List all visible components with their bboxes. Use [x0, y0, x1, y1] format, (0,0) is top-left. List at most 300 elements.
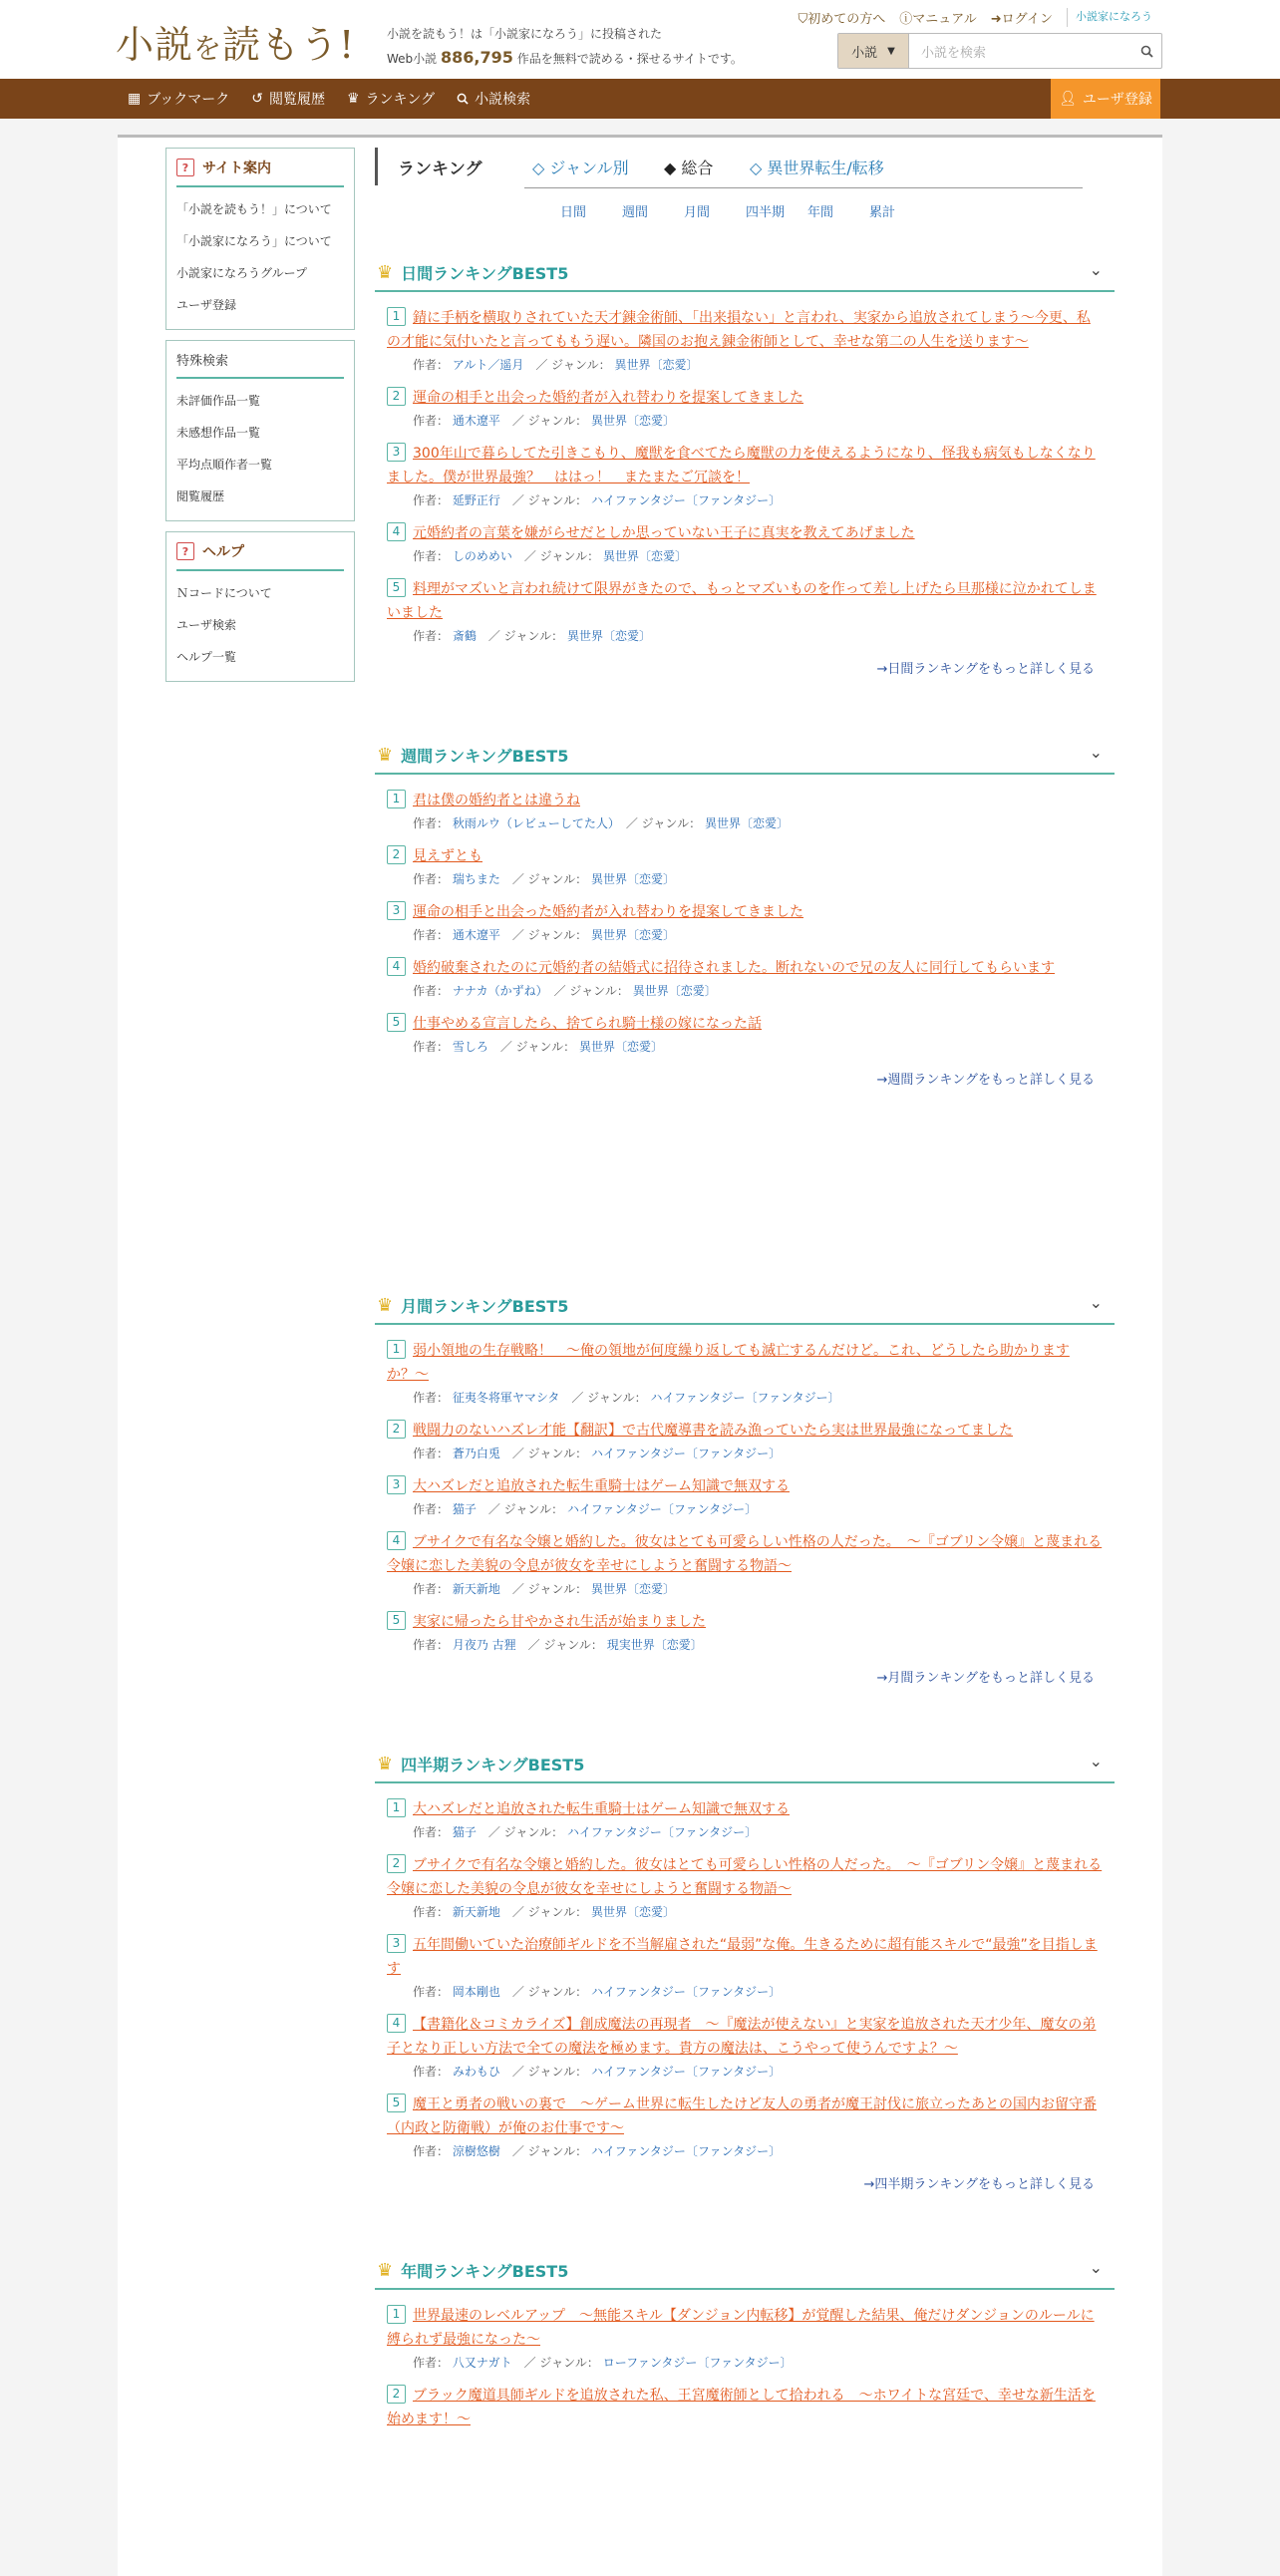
ranking-section	[375, 1287, 1115, 1686]
rank-badge: 1	[387, 1340, 406, 1359]
site-guide-box	[165, 148, 355, 330]
ranking-entry	[387, 789, 1103, 831]
tab-genre[interactable]: ◇ ジャンル別	[532, 158, 629, 177]
ranking-entry	[387, 521, 1103, 564]
ranking-entry	[387, 306, 1103, 373]
genre-prefix: ／ ジャンル：	[476, 1825, 567, 1839]
ranking-entry	[387, 386, 1103, 429]
manual-link-label: マニュアル	[912, 12, 977, 27]
author-link[interactable]: 涼樹悠樹	[452, 2144, 500, 2158]
author-prefix: 作者：	[413, 928, 453, 942]
genre-link[interactable]: 異世界〔恋愛〕	[590, 1582, 675, 1596]
user-icon: 👤︎	[1059, 91, 1077, 107]
period-monthly[interactable]: 月間	[684, 205, 711, 220]
genre-prefix: ／ ジャンル：	[476, 629, 567, 643]
rank-badge: 4	[387, 957, 406, 976]
rank-badge: 3	[387, 443, 406, 462]
genre-prefix: ／ ジャンル：	[499, 1447, 591, 1460]
entry-meta	[413, 627, 1103, 644]
entry-meta	[413, 870, 1103, 887]
search-type-select[interactable]	[838, 34, 909, 68]
author-prefix: 作者：	[413, 2065, 453, 2079]
nav-ranking-label: ランキング	[365, 92, 436, 108]
ranking-heading: ランキング	[375, 148, 482, 185]
entry-title-row	[387, 844, 1103, 868]
novel-title-link[interactable]: ブサイクで有名な令嬢と婚約した。彼女はとても可愛らしい性格の人だった。 〜『ゴブリン令嬢』と蔑まれる令嬢に恋した美貌の令息が彼女を幸せにしようと奮闘する物語〜	[387, 1534, 1103, 1574]
entry-title-row	[387, 1933, 1103, 1981]
genre-prefix: ／ ジャンル：	[511, 2356, 603, 2370]
entry-title-row	[387, 900, 1103, 924]
tagline-line2	[387, 46, 743, 71]
nav-bookmark[interactable]	[128, 89, 229, 109]
genre-link[interactable]: ハイファンタジー〔ファンタジー〕	[650, 1391, 840, 1405]
section-title: 四半期ランキングBEST5	[401, 1755, 585, 1774]
author-prefix: 作者：	[413, 1447, 453, 1460]
nav-ranking[interactable]	[347, 89, 435, 109]
genre-prefix: ／ ジャンル：	[499, 1582, 591, 1596]
author-link[interactable]: 猫子	[452, 1825, 477, 1839]
nav-history-label: 閲覧履歴	[269, 92, 325, 108]
novel-title-link[interactable]: ブラック魔道具師ギルドを追放された私、王宮魔術師として拾われる 〜ホワイトな宮廷で、幸せな新生活を始めます！〜	[387, 2388, 1096, 2427]
section-header	[375, 737, 1115, 775]
author-prefix: 作者：	[413, 2356, 453, 2370]
author-link[interactable]: しのめめい	[452, 549, 512, 563]
author-link[interactable]: みわもひ	[452, 2065, 500, 2079]
rank-badge: 2	[387, 387, 406, 406]
site-tagline	[387, 22, 743, 71]
author-prefix: 作者：	[413, 549, 453, 563]
rank-badge: 1	[387, 790, 406, 808]
genre-prefix: ／ ジャンル：	[499, 2065, 591, 2079]
help-title	[176, 538, 344, 571]
novel-title-link[interactable]: 料理がマズいと言われ続けて限界がきたので、もっとマズいものを作って差し上げたら旦那様に泣かれてしまいました	[387, 581, 1097, 621]
author-prefix: 作者：	[413, 1985, 453, 1999]
entry-title-row	[387, 1610, 1103, 1634]
author-link[interactable]: 瑞ちまた	[452, 872, 500, 886]
entry-title-row	[387, 2384, 1103, 2431]
site-logo[interactable]	[116, 14, 355, 69]
entry-meta	[413, 982, 1103, 999]
author-link[interactable]: 延野正行	[452, 493, 500, 507]
main-content	[375, 148, 1115, 2444]
rank-badge: 5	[387, 2093, 406, 2112]
novel-title-link[interactable]: 元婚約者の言葉を嫌がらせだとしか思っていない王子に真実を教えてあげました	[413, 525, 915, 541]
author-prefix: 作者：	[413, 1391, 453, 1405]
genre-prefix: ／ ジャンル：	[515, 1638, 607, 1652]
genre-link[interactable]: 異世界〔恋愛〕	[602, 549, 687, 563]
genre-prefix: ／ ジャンル：	[499, 872, 591, 886]
ranking-list	[375, 775, 1115, 1055]
ranking-entry	[387, 1610, 1103, 1653]
genre-link[interactable]: ハイファンタジー〔ファンタジー〕	[590, 2065, 782, 2079]
search-button[interactable]	[1131, 34, 1161, 68]
site-header	[0, 0, 1280, 79]
author-prefix: 作者：	[413, 414, 453, 428]
login-link[interactable]: ➜ログイン	[990, 12, 1053, 27]
rank-badge: 4	[387, 2014, 406, 2033]
entry-title-row	[387, 1853, 1103, 1901]
logo-text-3: 読もう!	[222, 23, 356, 67]
entry-title-row	[387, 306, 1103, 354]
novel-title-link[interactable]: ブサイクで有名な令嬢と婚約した。彼女はとても可愛らしい性格の人だった。 〜『ゴブリン令嬢』と蔑まれる令嬢に恋した美貌の令息が彼女を幸せにしようと奮闘する物語〜	[387, 1857, 1103, 1897]
entry-title-row	[387, 442, 1103, 489]
special-search-title: 特殊検索	[176, 347, 344, 379]
tab-isekai[interactable]: ◇ 異世界転生/転移	[750, 158, 884, 177]
ranking-entry	[387, 1933, 1103, 2000]
genre-prefix: ／ ジャンル：	[559, 1391, 651, 1405]
novel-title-link[interactable]: 運命の相手と出会った婚約者が入れ替わりを提案してきました	[413, 390, 803, 406]
entry-meta	[413, 1580, 1103, 1597]
ranking-entry	[387, 844, 1103, 887]
entry-meta	[413, 1445, 1103, 1461]
ranking-entry	[387, 1530, 1103, 1597]
author-link[interactable]: ナナカ（かずね）	[452, 984, 542, 998]
author-link[interactable]: 八又ナガト	[452, 2356, 512, 2370]
genre-prefix: ／ ジャンル：	[499, 1905, 591, 1919]
bookmark-icon: ▦	[128, 91, 142, 107]
novel-title-link[interactable]: 錆に手柄を横取りされていた天才錬金術師、「出来損ない」と言われ、実家から追放されてしまう〜今更、私の才能に気付いたと言ってももう遅い。隣国のお抱え錬金術師として、幸せな第二の人生を送ります〜	[387, 310, 1091, 350]
beginner-link[interactable]: ⛉初めての方へ	[798, 12, 886, 27]
entry-title-row	[387, 577, 1103, 625]
tab-overall[interactable]: ◆ 総合	[664, 158, 714, 177]
genre-link[interactable]: ハイファンタジー〔ファンタジー〕	[590, 1985, 782, 1999]
rank-badge: 3	[387, 901, 406, 920]
section-header	[375, 254, 1115, 292]
rank-badge: 3	[387, 1934, 406, 1953]
chevron-down-icon[interactable]: ⌄	[1089, 1293, 1103, 1312]
crown-icon: ♛	[377, 1753, 394, 1774]
period-yearly[interactable]: 年間	[807, 205, 834, 220]
content-container	[118, 135, 1162, 2576]
genre-prefix: ／ ジャンル：	[499, 493, 591, 507]
logo-text-2: を	[193, 32, 223, 65]
ranking-entry	[387, 956, 1103, 999]
entry-title-row	[387, 2013, 1103, 2061]
crown-icon: ♛	[377, 261, 394, 283]
more-ranking-link[interactable]: →日間ランキングをもっと詳しく見る	[876, 662, 1095, 677]
genre-prefix: ／ ジャンル：	[523, 358, 615, 372]
entry-meta	[413, 1903, 1103, 1920]
genre-link[interactable]: 異世界〔恋愛〕	[632, 984, 717, 998]
ranking-entry	[387, 577, 1103, 644]
genre-link[interactable]: 異世界〔恋愛〕	[578, 1040, 663, 1054]
genre-prefix: ／ ジャンル：	[499, 1985, 591, 1999]
register-button[interactable]	[1051, 79, 1160, 119]
period-daily[interactable]: 日間	[560, 205, 587, 220]
sidebar-item-about-narou[interactable]: 「小説家になろう」について	[176, 234, 332, 248]
genre-link[interactable]: ハイファンタジー〔ファンタジー〕	[566, 1825, 758, 1839]
search-bar	[837, 33, 1162, 69]
rank-badge: 2	[387, 2385, 406, 2404]
genre-link[interactable]: ハイファンタジー〔ファンタジー〕	[566, 1502, 758, 1516]
novel-title-link[interactable]: 見えずとも	[413, 848, 482, 864]
author-prefix: 作者：	[413, 493, 453, 507]
entry-meta	[413, 412, 1103, 429]
entry-meta	[413, 1983, 1103, 2000]
entry-meta	[413, 2142, 1103, 2159]
beginner-link-label: 初めての方へ	[807, 12, 886, 27]
novel-title-link[interactable]: 大ハズレだと追放された転生重騎士はゲーム知識で無双する	[413, 1478, 790, 1494]
search-icon	[457, 93, 469, 105]
novel-title-link[interactable]: 【書籍化＆コミカライズ】創成魔法の再現者 〜『魔法が使えない』と実家を追放された天才少年、魔女の弟子となり正しい方法で全ての魔法を極めます。貴方の魔法は、こうやって使うんですよ？〜	[387, 2017, 1097, 2057]
novel-title-link[interactable]: 運命の相手と出会った婚約者が入れ替わりを提案してきました	[413, 904, 803, 920]
more-ranking-link[interactable]: →四半期ランキングをもっと詳しく見る	[863, 2177, 1095, 2192]
entry-title-row	[387, 1012, 1103, 1036]
search-type-value: 小説	[851, 45, 878, 61]
search-input[interactable]: 小説を検索	[921, 45, 987, 61]
site-guide-title	[176, 155, 344, 187]
nav-search[interactable]	[457, 89, 530, 109]
tagline-line1: 小説を読もう！は「小説家になろう」に投稿された	[387, 27, 663, 41]
rank-badge: 4	[387, 1531, 406, 1550]
period-links	[560, 201, 1115, 220]
novel-title-link[interactable]: 魔王と勇者の戦いの裏で 〜ゲーム世界に転生したけど友人の勇者が魔王討伐に旅立ったあとの国内お留守番（内政と防衛戦）が俺のお仕事です〜	[387, 2096, 1097, 2136]
entry-meta	[413, 814, 1103, 831]
genre-link[interactable]: ハイファンタジー〔ファンタジー〕	[590, 2144, 782, 2158]
author-prefix: 作者：	[413, 629, 453, 643]
narou-brand-link[interactable]: 小説家になろう	[1067, 8, 1152, 27]
novel-title-link[interactable]: 婚約破棄されたのに元婚約者の結婚式に招待されました。断れないので兄の友人に同行してもらいます	[413, 960, 1055, 976]
entry-title-row	[387, 2304, 1103, 2352]
novel-title-link[interactable]: 世界最速のレベルアップ 〜無能スキル【ダンジョン内転移】が覚醒した結果、俺だけダンジョンのルールに縛られず最強になった〜	[387, 2308, 1095, 2348]
ranking-section	[375, 737, 1115, 1088]
ranking-sections	[375, 254, 1115, 2431]
author-prefix: 作者：	[413, 358, 453, 372]
entry-meta	[413, 1038, 1103, 1055]
question-icon: ?	[176, 159, 194, 176]
logo-text-1: 小説	[116, 23, 194, 67]
novel-title-link[interactable]: 戦闘力のないハズレ才能【翻訳】で古代魔導書を読み漁っていたら実は世界最強になってました	[413, 1423, 1013, 1439]
entry-title-row	[387, 2093, 1103, 2140]
entry-meta	[413, 926, 1103, 943]
genre-link[interactable]: 異世界〔恋愛〕	[590, 872, 675, 886]
entry-title-row	[387, 1797, 1103, 1821]
rank-badge: 1	[387, 1798, 406, 1817]
rank-badge: 1	[387, 2305, 406, 2324]
entry-meta	[413, 1500, 1103, 1517]
nav-history[interactable]	[251, 89, 325, 109]
entry-meta	[413, 2354, 1103, 2371]
rank-badge: 5	[387, 578, 406, 597]
section-header	[375, 1746, 1115, 1783]
ranking-entry	[387, 2304, 1103, 2371]
crown-icon: ♛	[377, 2259, 394, 2281]
author-prefix: 作者：	[413, 984, 453, 998]
author-link[interactable]: 斎鶴	[452, 629, 477, 643]
rank-badge: 1	[387, 307, 406, 326]
entry-meta	[413, 491, 1103, 508]
section-title: 日間ランキングBEST5	[401, 263, 569, 283]
sidebar-item-no-comments[interactable]: 未感想作品一覧	[176, 426, 261, 440]
entry-title-row	[387, 386, 1103, 410]
chevron-down-icon: ▼	[887, 45, 895, 57]
author-prefix: 作者：	[413, 1905, 453, 1919]
chevron-down-icon[interactable]: ⌄	[1089, 743, 1103, 762]
login-link-label: ログイン	[1001, 12, 1053, 27]
nav-search-label: 小説検索	[475, 92, 531, 108]
entry-title-row	[387, 789, 1103, 812]
rank-badge: 4	[387, 522, 406, 541]
entry-title-row	[387, 1339, 1103, 1387]
history-icon: ↺	[251, 91, 263, 107]
genre-link[interactable]: 異世界〔恋愛〕	[566, 629, 651, 643]
ranking-list	[375, 1325, 1115, 1653]
more-ranking-link[interactable]: →週間ランキングをもっと詳しく見る	[876, 1073, 1095, 1088]
ranking-entry	[387, 1339, 1103, 1406]
genre-link[interactable]: 異世界〔恋愛〕	[590, 1905, 675, 1919]
entry-meta	[413, 547, 1103, 564]
search-icon	[1140, 45, 1153, 58]
ranking-entry	[387, 900, 1103, 943]
genre-link[interactable]: ハイファンタジー〔ファンタジー〕	[590, 1447, 782, 1460]
genre-prefix: ／ ジャンル：	[511, 549, 603, 563]
tab-divider	[524, 187, 1083, 188]
ranking-entry	[387, 1853, 1103, 1920]
novel-title-link[interactable]: 大ハズレだと追放された転生重騎士はゲーム知識で無双する	[413, 1801, 790, 1817]
novel-count: 886,795	[441, 48, 513, 67]
section-header	[375, 2252, 1115, 2290]
author-prefix: 作者：	[413, 1582, 453, 1596]
sidebar-item-user-search[interactable]: ユーザ検索	[176, 618, 237, 632]
novel-title-link[interactable]: 実家に帰ったら甘やかされ生活が始まりました	[413, 1614, 706, 1630]
ranking-entry	[387, 1797, 1103, 1840]
entry-meta	[413, 1636, 1103, 1653]
rank-badge: 5	[387, 1611, 406, 1630]
nav-bookmark-label: ブックマーク	[147, 92, 230, 108]
author-link[interactable]: 征夷冬将軍ヤマシタ	[452, 1391, 560, 1405]
author-link[interactable]: 通木遼平	[452, 928, 500, 942]
ranking-entry	[387, 2013, 1103, 2080]
author-link[interactable]: 秋雨ルウ（レビューしてた人）	[452, 816, 614, 830]
question-icon: ?	[176, 542, 194, 560]
sidebar	[165, 148, 355, 692]
sidebar-item-unrated[interactable]: 未評価作品一覧	[176, 394, 261, 408]
author-link[interactable]: 雪しろ	[452, 1040, 488, 1054]
crown-icon: ♛	[347, 91, 360, 107]
sidebar-item-ncode[interactable]: Ｎコードについて	[176, 586, 272, 600]
rank-badge: 2	[387, 1420, 406, 1439]
ranking-section	[375, 254, 1115, 677]
genre-prefix: ／ ジャンル：	[541, 984, 633, 998]
genre-prefix: ／ ジャンル：	[499, 928, 591, 942]
help-title-label: ヘルプ	[202, 544, 244, 560]
ranking-entry	[387, 1012, 1103, 1055]
sidebar-item-avg-authors[interactable]: 平均点順作者一覧	[176, 458, 273, 472]
author-link[interactable]: 新天新地	[452, 1905, 500, 1919]
genre-link[interactable]: 異世界〔恋愛〕	[614, 358, 699, 372]
author-link[interactable]: 蒼乃白兎	[452, 1447, 500, 1460]
ranking-section	[375, 2252, 1115, 2431]
sidebar-item-help-list[interactable]: ヘルプ一覧	[176, 650, 237, 664]
section-title: 年間ランキングBEST5	[401, 2261, 569, 2281]
novel-title-link[interactable]: 仕事やめる宣言したら、捨てられ騎士様の嫁になった話	[413, 1016, 762, 1032]
ranking-list	[375, 2290, 1115, 2431]
novel-title-link[interactable]: 300年山で暮らしてた引きこもり、魔獣を食べてたら魔獣の力を使えるようになり、怪我も病気もしなくなりました。僕が世界最強？ ははっ！ またまたご冗談を！	[387, 446, 1096, 485]
author-link[interactable]: アルト／遥月	[452, 358, 524, 372]
novel-title-link[interactable]: 君は僕の婚約者とは違うね	[413, 793, 580, 808]
genre-link[interactable]: 異世界〔恋愛〕	[590, 928, 675, 942]
entry-meta	[413, 2063, 1103, 2080]
entry-title-row	[387, 1530, 1103, 1578]
rank-badge: 3	[387, 1475, 406, 1494]
author-prefix: 作者：	[413, 872, 453, 886]
manual-link[interactable]: ⓘマニュアル	[899, 12, 977, 27]
author-link[interactable]: 猫子	[452, 1502, 477, 1516]
genre-link[interactable]: 異世界〔恋愛〕	[704, 816, 789, 830]
genre-link[interactable]: ローファンタジー〔ファンタジー〕	[602, 2356, 793, 2370]
entry-meta	[413, 1823, 1103, 1840]
ranking-entry	[387, 1419, 1103, 1461]
genre-link[interactable]: ハイファンタジー〔ファンタジー〕	[590, 493, 782, 507]
author-link[interactable]: 新天新地	[452, 1582, 500, 1596]
genre-link[interactable]: 現実世界〔恋愛〕	[606, 1638, 703, 1652]
ranking-entry	[387, 2093, 1103, 2159]
author-link[interactable]: 月夜乃 古狸	[452, 1638, 516, 1652]
entry-meta	[413, 1389, 1103, 1406]
genre-prefix: ／ ジャンル：	[499, 414, 591, 428]
sidebar-item-register[interactable]: ユーザ登録	[176, 298, 237, 312]
top-links	[798, 8, 1152, 27]
section-title: 週間ランキングBEST5	[401, 746, 569, 766]
sidebar-item-group[interactable]: 小説家になろうグループ	[176, 266, 308, 280]
ranking-entry	[387, 1474, 1103, 1517]
rank-badge: 2	[387, 845, 406, 864]
main-nav	[0, 79, 1280, 119]
ranking-entry	[387, 2384, 1103, 2431]
rank-badge: 2	[387, 1854, 406, 1873]
site-guide-title-label: サイト案内	[202, 161, 272, 176]
entry-title-row	[387, 521, 1103, 545]
section-header	[375, 1287, 1115, 1325]
rank-badge: 5	[387, 1013, 406, 1032]
chevron-down-icon[interactable]: ⌄	[1089, 260, 1103, 279]
genre-prefix: ／ ジャンル：	[613, 816, 705, 830]
sidebar-item-about-yomou[interactable]: 「小説を読もう！」について	[176, 202, 332, 216]
special-search-box	[165, 340, 355, 521]
author-link[interactable]: 通木遼平	[452, 414, 500, 428]
novel-title-link[interactable]: 弱小領地の生存戦略！ 〜俺の領地が何度繰り返しても滅亡するんだけど。これ、どうしたら助かりますか？〜	[387, 1343, 1070, 1383]
genre-prefix: ／ ジャンル：	[476, 1502, 567, 1516]
ranking-section	[375, 1746, 1115, 2192]
period-total[interactable]: 累計	[869, 205, 896, 220]
chevron-down-icon[interactable]: ⌄	[1089, 1752, 1103, 1771]
ranking-list	[375, 1783, 1115, 2159]
ranking-entry	[387, 442, 1103, 508]
ranking-list	[375, 292, 1115, 644]
author-link[interactable]: 岡本剛也	[452, 1985, 500, 1999]
help-box	[165, 531, 355, 682]
author-prefix: 作者：	[413, 2144, 453, 2158]
genre-link[interactable]: 異世界〔恋愛〕	[590, 414, 675, 428]
genre-prefix: ／ ジャンル：	[487, 1040, 579, 1054]
tagline-prefix: Web小説	[387, 52, 438, 66]
register-label: ユーザ登録	[1082, 92, 1152, 108]
period-weekly[interactable]: 週間	[622, 205, 649, 220]
entry-title-row	[387, 1419, 1103, 1443]
chevron-down-icon[interactable]: ⌄	[1089, 2258, 1103, 2277]
tagline-suffix: 作品を無料で読める・探せるサイトです。	[516, 52, 743, 66]
author-prefix: 作者：	[413, 1040, 453, 1054]
genre-prefix: ／ ジャンル：	[499, 2144, 591, 2158]
novel-title-link[interactable]: 五年間働いていた治療師ギルドを不当解雇された“最弱”な俺。生きるために超有能スキルで“最強”を目指します	[387, 1937, 1098, 1977]
author-prefix: 作者：	[413, 1825, 453, 1839]
sidebar-item-history[interactable]: 閲覧履歴	[176, 489, 225, 503]
more-ranking-link[interactable]: →月間ランキングをもっと詳しく見る	[876, 1671, 1095, 1686]
period-quarterly[interactable]: 四半期	[746, 205, 786, 220]
entry-meta	[413, 356, 1103, 373]
section-title: 月間ランキングBEST5	[401, 1296, 569, 1316]
ranking-tabs	[375, 148, 1115, 187]
